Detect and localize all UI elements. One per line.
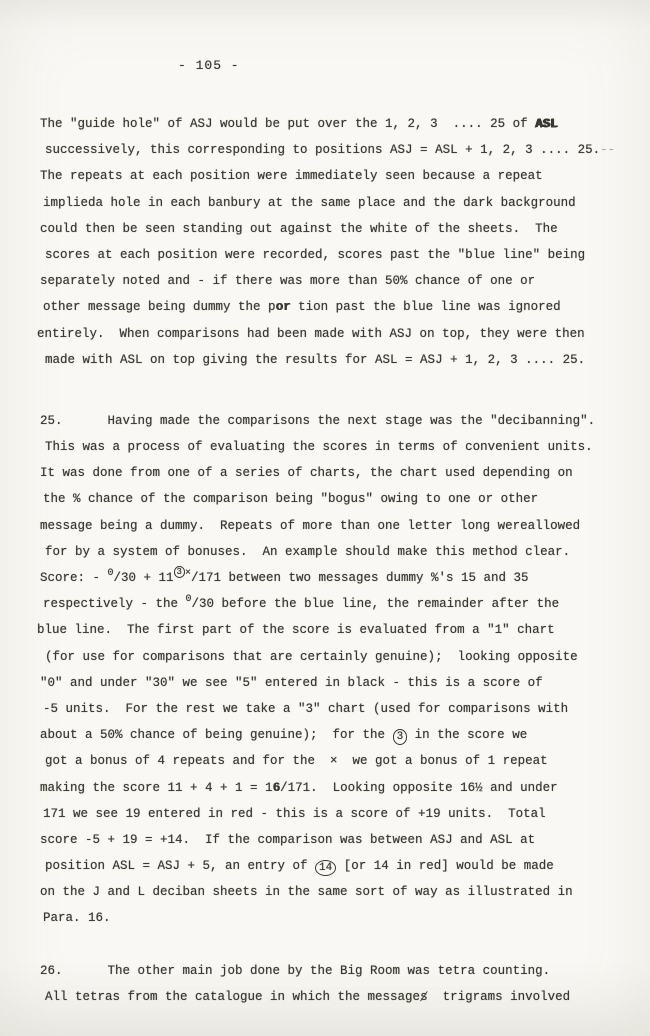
circled-number: 3 (174, 566, 185, 578)
text-line (40, 111, 626, 137)
text-segment: got a bonus of 4 repeats and for the × we got a bonus of 1 repeat (45, 754, 548, 769)
text-line (45, 137, 626, 163)
text-line (45, 347, 626, 373)
document-body (37, 111, 626, 1010)
text-segment: 171 we see 19 entered in red - this is a score of +19 units. Total (43, 806, 546, 821)
text-segment: message being a dummy. Repeats of more than one letter long wereallowed (40, 518, 581, 533)
text-line (43, 696, 626, 722)
text-segment: respectively - the (43, 597, 186, 612)
text-segment: /171. Looking opposite 16½ and under (280, 780, 558, 795)
text-segment: successively, this corresponding to positions ASJ = ASL + 1, 2, 3 .... 25. (45, 143, 601, 158)
page-number: - 105 - (178, 58, 240, 73)
text-segment: "0" and under "30" we see "5" entered in black - this is a score of (40, 675, 543, 690)
text-line (45, 434, 626, 460)
text-line (40, 670, 626, 696)
text-segment: made with ASL on top giving the results for ASL = ASJ + 1, 2, 3 .... 25. (45, 352, 586, 367)
text-line (45, 644, 626, 670)
text-segment: ASL (535, 117, 558, 131)
text-line (43, 905, 626, 931)
text-segment: (for use for comparisons that are certainly genuine); looking opposite (45, 649, 578, 664)
text-segment: position ASL = ASJ + 5, an entry of (45, 859, 316, 874)
circled-number: 3 (393, 729, 408, 745)
text-segment: blue line. The first part of the score is evaluated from a "1" chart (37, 623, 555, 638)
text-segment: All tetras from the catalogue in which the message (45, 989, 421, 1004)
text-line (45, 748, 626, 774)
text-line (40, 460, 626, 486)
text-segment: implieda hole in each banbury at the same place and the dark background (43, 195, 576, 210)
text-segment: separately noted and - if there was more than 50% chance of one or (40, 274, 536, 289)
text-line (43, 190, 626, 216)
text-segment: 25. Having made the comparisons the next stage was the "decibanning". (40, 413, 596, 428)
text-line (40, 827, 626, 853)
text-line (40, 513, 626, 539)
text-line (37, 617, 626, 643)
text-line (40, 775, 626, 801)
paragraph-25 (37, 408, 626, 932)
text-segment: for by a system of bonuses. An example should make this method clear. (45, 544, 571, 559)
text-segment: other message being dummy the p (43, 300, 276, 315)
text-line (40, 879, 626, 905)
text-line (45, 984, 626, 1010)
text-segment: in the score we (407, 728, 528, 743)
text-line (37, 321, 626, 347)
superscript-text: 0 (107, 568, 114, 579)
text-segment: or (275, 300, 291, 315)
text-segment: -- (600, 143, 616, 158)
text-segment: the % chance of the comparison being "bogus" owing to one or other (43, 492, 539, 507)
text-segment: tion past the blue line was ignored (290, 300, 561, 315)
text-line (40, 163, 626, 189)
text-segment: This was a process of evaluating the scores in terms of convenient units. (45, 440, 593, 455)
text-segment: scores at each position were recorded, scores past the "blue line" being (45, 247, 586, 262)
text-segment: /30 before the blue line, the remainder after the (191, 597, 560, 612)
text-segment: Score: - (40, 571, 108, 585)
text-line (40, 722, 626, 748)
text-line (40, 958, 626, 984)
text-line (43, 486, 626, 512)
text-segment: trigrams involved (427, 989, 571, 1004)
text-line (45, 539, 626, 565)
text-line (40, 216, 626, 242)
text-segment: /171 between two messages dummy %'s 15 and 35 (190, 571, 529, 585)
text-segment: 26. The other main job done by the Big Room was tetra counting. (40, 963, 551, 978)
text-segment: The repeats at each position were immediately seen because a repeat (40, 169, 543, 184)
superscript-text: 0 (185, 594, 192, 606)
text-segment: making the score 11 + 4 + 1 = 1 (40, 780, 273, 795)
text-segment: [or 14 in red] would be made (336, 859, 554, 874)
text-line (40, 268, 626, 294)
text-segment: 6 (272, 780, 281, 795)
text-line (40, 565, 626, 591)
text-segment: Para. 16. (43, 911, 111, 926)
text-segment: It was done from one of a series of charts, the chart used depending on (40, 466, 573, 481)
text-line (43, 294, 626, 320)
text-segment: entirely. When comparisons had been made with ASJ on top, they were then (37, 326, 585, 341)
text-segment: about a 50% chance of being genuine); for the (40, 728, 393, 743)
paragraph-continuation (37, 111, 626, 373)
text-segment: on the J and L deciban sheets in the same sort of way as illustrated in (40, 885, 573, 900)
text-segment: /30 + 11 (113, 571, 174, 585)
text-segment: score -5 + 19 = +14. If the comparison was between ASJ and ASL at (40, 832, 536, 847)
text-segment: s (420, 989, 428, 1004)
text-line (43, 801, 626, 827)
text-line (43, 591, 626, 617)
text-line (45, 853, 626, 879)
text-segment: could then be seen standing out against the white of the sheets. The (40, 221, 558, 236)
text-segment: The "guide hole" of ASJ would be put over the 1, 2, 3 .... 25 of (40, 117, 536, 131)
text-line (40, 408, 626, 434)
superscript-text: × (184, 568, 191, 579)
paragraph-26 (40, 958, 626, 1010)
text-line (45, 242, 626, 268)
circled-number: 14 (315, 860, 336, 876)
text-segment: -5 units. For the rest we take a "3" chart (used for comparisons with (43, 701, 569, 716)
